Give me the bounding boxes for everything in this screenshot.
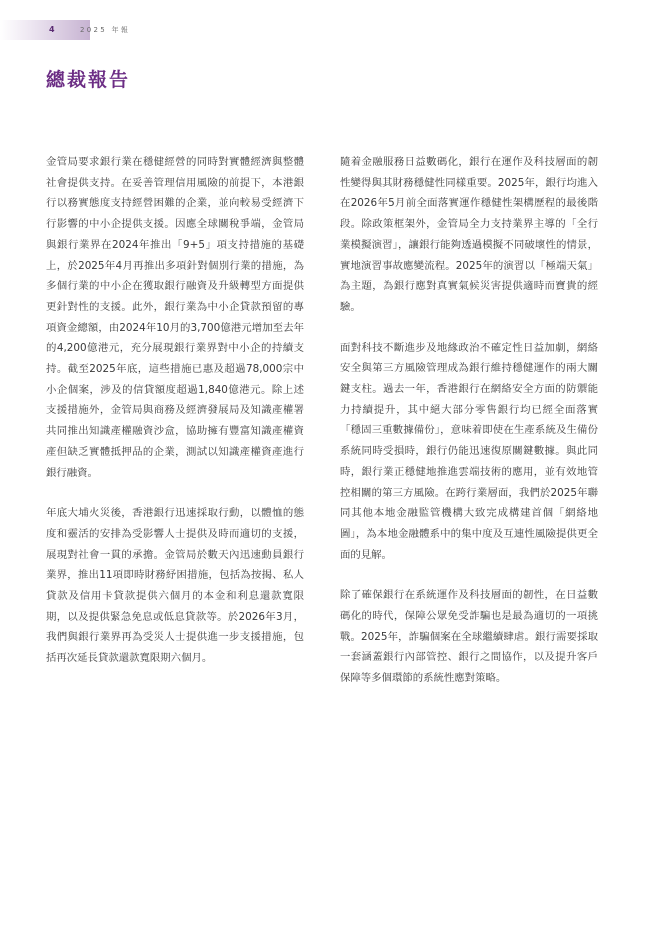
header-accent-bar xyxy=(0,20,90,40)
report-title: 2025 年報 xyxy=(80,26,131,34)
left-column xyxy=(46,152,304,689)
paragraph: 金管局要求銀行業在穩健經營的同時對實體經濟與整體社會提供支持。在妥善管理信用風險的前提下，本港銀行以務實態度支持經營困難的企業，並向較易受經濟下行影響的中小企提供支援。因應全球關稅爭端，金管局與銀行業界在2024年推出「9+5」項支持措施的基礎上，於2025年4月再推出多項針對個別行業的措施，為多個行業的中小企在獲取銀行融資及升級轉型方面提供更針對性的支援。此外，銀行業為中小企貸款預留的專項資金總額，由2024年10月的3,700億港元增加至去年的4,200億港元，充分展現銀行業界對中小企的持續支持。截至2025年底，這些措施已惠及超過78,000宗中小企個案，涉及的信貸額度超過1,840億港元。除上述支援措施外，金管局與商務及經濟發展局及知識產權署共同推出知識產權融資沙盒，協助擁有豐富知識產權資產但缺乏實體抵押品的企業，測試以知識產權資產進行銀行融資。 xyxy=(46,156,304,479)
page-title: 總裁報告 xyxy=(46,69,131,91)
paragraph: 除了確保銀行在系統運作及科技層面的韌性，在日益數碼化的時代，保障公眾免受詐騙也是最為適切的一項挑戰。2025年，詐騙個案在全球繼續肆虐。銀行需要採取一套涵蓋銀行內部管控、銀行之間協作，以及提升客戶保障等多個環節的系統性應對策略。 xyxy=(340,589,598,685)
paragraph: 面對科技不斷進步及地緣政治不確定性日益加劇，網絡安全與第三方風險管理成為銀行維持穩健運作的兩大關鍵支柱。過去一年，香港銀行在網絡安全方面的防禦能力持續提升，其中絕大部分零售銀行均已經全面落實「穩固三重數據備份」，意味着即使在生產系統及生備份系統同時受損時，銀行仍能迅速復原關鍵數據。與此同時，銀行業正穩健地推進雲端技術的應用，並有效地管控相關的第三方風險。在跨行業層面，我們於2025年聯同其他本地金融監管機構大致完成構建首個「網絡地圖」，為本地金融體系中的集中度及互連性風險提供更全面的見解。 xyxy=(340,341,598,561)
paragraph: 隨着金融服務日益數碼化，銀行在運作及科技層面的韌性變得與其財務穩健性同樣重要。2025年，銀行均進入在2026年5月前全面落實運作穩健性架構歷程的最後階段。除政策框架外，金管局全力支持業界主導的「全行業模擬演習」，讓銀行能夠透過模擬不同破壞性的情景，實地演習事故應變流程。2025年的演習以「極端天氣」為主題，為銀行應對真實氣候災害提供適時而寶貴的經驗。 xyxy=(340,156,598,313)
right-column xyxy=(340,152,598,709)
paragraph: 年底大埔火災後，香港銀行迅速採取行動，以體恤的態度和靈活的安排為受影響人士提供及時而適切的支援，展現對社會一貫的承擔。金管局於數天內迅速動員銀行業界，推出11項即時財務紓困措施，包括為按揭、私人貸款及信用卡貸款提供六個月的本金和利息還款寬限期，以及提供緊急免息或低息貸款等。於2026年3月，我們與銀行業界再為受災人士提供進一步支援措施，包括再次延長貸款還款寬限期六個月。 xyxy=(46,507,304,665)
page-number: 4 xyxy=(49,25,55,34)
